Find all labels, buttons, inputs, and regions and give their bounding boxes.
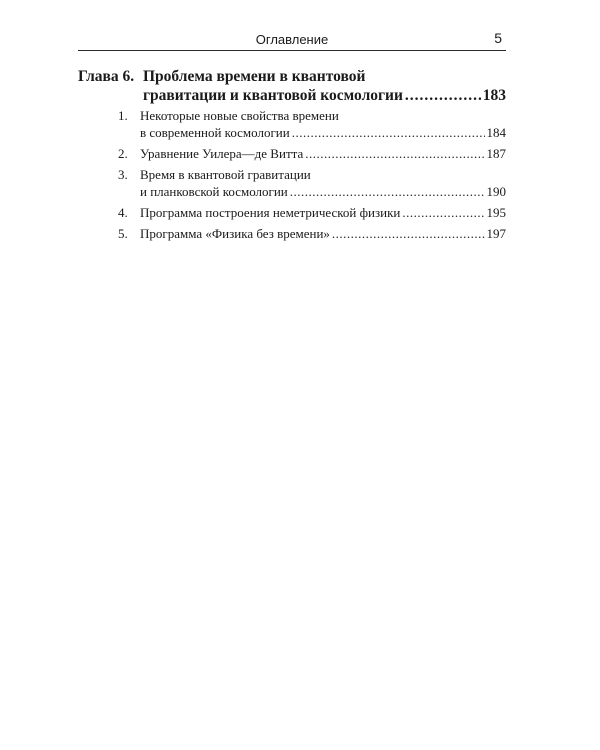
leader-dots [402, 204, 484, 221]
entry-title-line1: Некоторые новые свойства времени [140, 108, 339, 123]
entry-title-line1: Время в квантовой гравитации [140, 167, 311, 182]
entry-title-line1: Уравнение Уилера—де Витта [140, 146, 304, 161]
chapter-title-line1: Проблема времени в квантовой [143, 68, 366, 85]
entry-last-line [140, 124, 506, 141]
entry-title-line1: Программа «Физика без времени» [140, 226, 330, 241]
chapter-entry [78, 67, 506, 105]
header-title: Оглавление [255, 32, 329, 47]
running-header [78, 30, 506, 51]
toc-entry-1 [118, 107, 506, 141]
chapter-page: 183 [482, 87, 506, 104]
leader-dots [292, 124, 485, 141]
chapter-title-line2: гравитации и квантовой космологии [143, 87, 403, 104]
entry-number: 5. [118, 226, 128, 241]
entry-title-line2: и планковской космологии [140, 184, 288, 199]
leader-dots [290, 183, 485, 200]
entry-last-line [140, 145, 506, 162]
entry-title-line2: в современной космологии [140, 125, 290, 140]
toc-entry-2 [118, 145, 506, 162]
entry-title-line1: Программа построения неметрической физики [140, 205, 401, 220]
chapter-label: Глава 6. [78, 68, 135, 85]
entry-number: 1. [118, 108, 128, 123]
leader-dots [332, 225, 485, 242]
entry-last-line [140, 225, 506, 242]
entry-number: 2. [118, 146, 128, 161]
entry-number: 4. [118, 205, 128, 220]
toc-entries [118, 107, 506, 246]
entry-number: 3. [118, 167, 128, 182]
entry-last-line [140, 204, 506, 221]
entry-page: 197 [486, 226, 506, 241]
entry-last-line [140, 183, 506, 200]
entry-page: 195 [486, 205, 506, 220]
header-page-number: 5 [494, 30, 502, 46]
leader-dots [305, 145, 484, 162]
entry-page: 187 [486, 146, 506, 161]
toc-entry-5 [118, 225, 506, 242]
toc-entry-3 [118, 166, 506, 200]
toc-entry-4 [118, 204, 506, 221]
entry-page: 190 [486, 184, 506, 199]
leader-dots [405, 86, 481, 105]
chapter-title-last-line [143, 86, 506, 105]
entry-page: 184 [486, 125, 506, 140]
